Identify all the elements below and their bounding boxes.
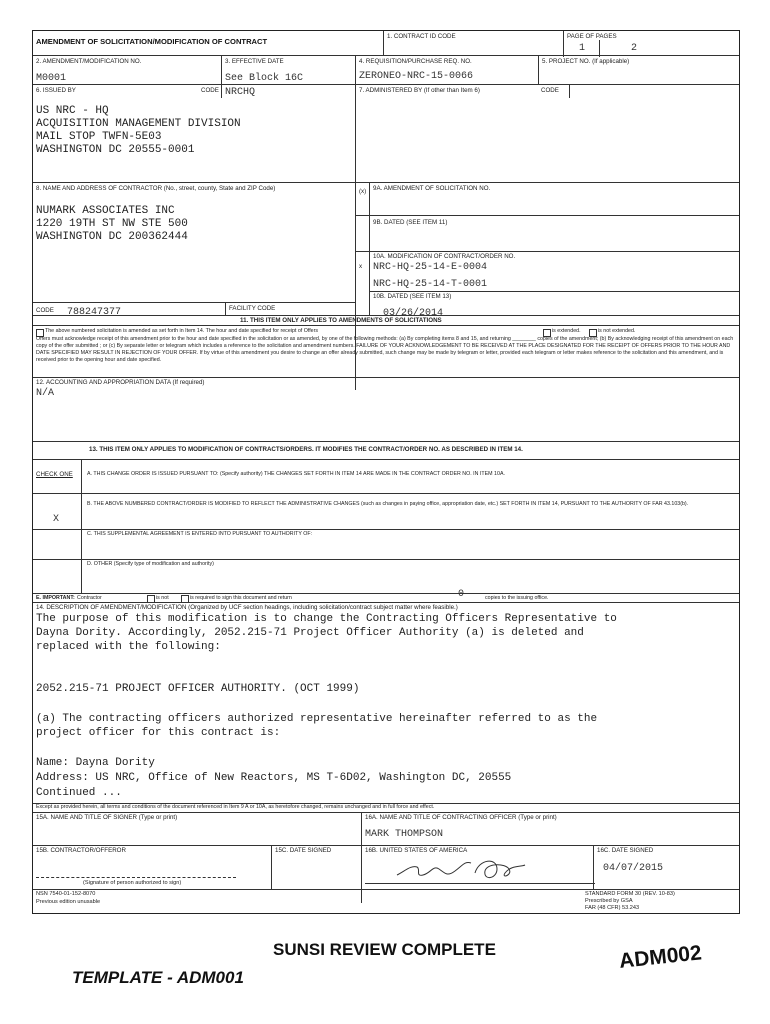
item16c-label: 16C. DATE SIGNED: [597, 847, 654, 854]
sf30-label: STANDARD FORM 30 (REV. 10-83): [585, 891, 675, 897]
item14-line-10: Name: Dayna Dority: [36, 757, 155, 769]
item6-code-label: CODE: [201, 87, 219, 94]
item6-address-1: US NRC - HQ: [36, 105, 109, 117]
item15c-label: 15C. DATE SIGNED: [275, 847, 332, 854]
item8-address-2: 1220 19TH ST NW STE 500: [36, 218, 188, 230]
item3-label: 3. EFFECTIVE DATE: [225, 58, 284, 65]
item14-line-2: Dayna Dority. Accordingly, 2052.215-71 Project Officer Authority (a) is deleted and: [36, 627, 584, 639]
item13-heading: 13. THIS ITEM ONLY APPLIES TO MODIFICATION OF CONTRACTS/ORDERS. IT MODIFIES THE CONTRACT/ORDER NO. AS DESCRIBED IN ITEM 14.: [89, 446, 523, 453]
footer-note: Except as provided herein, all terms and conditions of the document referenced in Item 9 A or 10A, as heretofore changed, remains unchanged and in full force and effect.: [36, 804, 435, 810]
previous-edition: Previous edition unusable: [36, 899, 101, 905]
item10b-label: 10B. DATED (SEE ITEM 13): [373, 293, 452, 300]
item16b-label: 16B. UNITED STATES OF AMERICA: [365, 847, 468, 854]
item1-label: 1. CONTRACT ID CODE: [387, 33, 456, 40]
item12-value: N/A: [36, 388, 55, 399]
not-extended-label: is not extended.: [598, 328, 636, 334]
col-x-label: (x): [359, 188, 367, 195]
page-total: 2: [631, 43, 638, 54]
item6-address-3: MAIL STOP TWFN-5E03: [36, 131, 162, 143]
item8-code-label: CODE: [36, 307, 54, 314]
item9a-label: 9A. AMENDMENT OF SOLICITATION NO.: [373, 185, 491, 192]
is-required-label: is required to sign this document and return: [190, 595, 292, 601]
is-not-label: is not: [156, 595, 169, 601]
important-label: E. IMPORTANT:: [36, 595, 75, 601]
item3-value: See Block 16C: [225, 73, 304, 84]
item2-label: 2. AMENDMENT/MODIFICATION NO.: [36, 58, 142, 65]
item8-code: 788247377: [67, 307, 122, 318]
item14-line-5: 2052.215-71 PROJECT OFFICER AUTHORITY. (OCT 1999): [36, 683, 360, 695]
check-one-label: CHECK ONE: [36, 471, 73, 478]
item11-paragraph: Offers must acknowledge receipt of this amendment prior to the hour and date specified in the solicitation or as amended, by one of the following methods: (a) By completing items 8 and 15, and returning ________ copies of the amendment; (b) By acknowledging receipt of this amendment on each copy of the offer submitted ; or (c) By separate letter or telegram which includes a reference to the solicitation and amendment numbers. FAILURE OF YOUR ACKNOWLEDGEMENT TO BE RECEIVED AT THE PLACE DESIGNATED FOR THE RECEIPT OF OFFERS PRIOR TO THE HOUR AND DATE SPECIFIED MAY RESULT IN REJECTION OF YOUR OFFER. If by virtue of this amendment you desire to change an offer already submitted, such change may be made by telegram or letter, provided each telegram or letter makes reference to the solicitation and this amendment, and is received prior to the opening hour and date specified.: [36, 336, 734, 363]
template-stamp: TEMPLATE - ADM001: [72, 968, 244, 987]
item14-line-12: Continued ...: [36, 787, 122, 799]
item8-facility-label: FACILITY CODE: [229, 305, 276, 312]
item14-line-7: (a) The contracting officers authorized representative hereinafter referred to as the: [36, 713, 598, 725]
item7-label: 7. ADMINISTERED BY (If other than Item 6): [359, 87, 480, 94]
item11-line1: The above numbered solicitation is amended as set forth in Item 14. The hour and date specified for receipt of Offers: [45, 328, 319, 334]
item6-code: NRCHQ: [225, 87, 256, 98]
item15a-label: 15A. NAME AND TITLE OF SIGNER (Type or print): [36, 814, 178, 821]
item12-label: 12. ACCOUNTING AND APPROPRIATION DATA (If required): [36, 379, 205, 386]
item13-a: A. THIS CHANGE ORDER IS ISSUED PURSUANT TO: (Specify authority) THE CHANGES SET FORTH IN ITEM 14 ARE MADE IN THE CONTRACT ORDER NO. IN ITEM 10A.: [87, 471, 505, 477]
item13-b-mark: X: [53, 514, 60, 525]
item10a-value-2: NRC-HQ-25-14-T-0001: [373, 279, 488, 290]
item14-line-1: The purpose of this modification is to change the Contracting Officers Representative to: [36, 613, 617, 625]
item13-c: C. THIS SUPPLEMENTAL AGREEMENT IS ENTERED INTO PURSUANT TO AUTHORITY OF:: [87, 531, 313, 537]
item13-b: B. THE ABOVE NUMBERED CONTRACT/ORDER IS MODIFIED TO REFLECT THE ADMINISTRATIVE CHANGES (such as changes in paying office, appropriation date, etc.) SET FORTH IN ITEM 14, PURSUANT TO THE AUTHORITY OF FAR 43.103(b).: [87, 501, 689, 507]
item6-address-4: WASHINGTON DC 20555-0001: [36, 144, 195, 156]
pages-label: PAGE OF PAGES: [567, 33, 617, 40]
far-cite: FAR (48 CFR) 53.243: [585, 905, 640, 911]
adm-stamp: ADM002: [618, 941, 703, 973]
nsn-line: NSN 7540-01-152-8070: [36, 891, 96, 897]
important-contractor: Contractor: [77, 595, 102, 601]
item4-label: 4. REQUISITION/PURCHASE REQ. NO.: [359, 58, 472, 65]
item14-line-3: replaced with the following:: [36, 641, 221, 653]
item9b-label: 9B. DATED (SEE ITEM 11): [373, 219, 448, 226]
copies-count: 0: [458, 589, 465, 600]
item13-d: D. OTHER (Specify type of modification and authority): [87, 561, 214, 567]
item16c-value: 04/07/2015: [603, 863, 664, 874]
item4-value: ZERONEO-NRC-15-0066: [359, 71, 474, 82]
item7-code-label: CODE: [541, 87, 559, 94]
item2-value: M0001: [36, 73, 67, 84]
item8-label: 8. NAME AND ADDRESS OF CONTRACTOR (No., street, county, State and ZIP Code): [36, 185, 276, 192]
item11-heading: 11. THIS ITEM ONLY APPLIES TO AMENDMENTS OF SOLICITATIONS: [240, 317, 442, 324]
item14-line-11: Address: US NRC, Office of New Reactors, MS T-6D02, Washington DC, 20555: [36, 772, 512, 784]
form-title: AMENDMENT OF SOLICITATION/MODIFICATION OF CONTRACT: [36, 37, 268, 46]
item8-address-3: WASHINGTON DC 200362444: [36, 231, 188, 243]
item8-address-1: NUMARK ASSOCIATES INC: [36, 205, 175, 217]
item10b-value: 03/26/2014: [383, 308, 444, 319]
item10a-label: 10A. MODIFICATION OF CONTRACT/ORDER NO.: [373, 253, 516, 260]
item10a-value-1: NRC-HQ-25-14-E-0004: [373, 262, 488, 273]
item10a-mark: x: [359, 263, 363, 270]
page-number: 1: [579, 43, 586, 54]
sf30-form: [32, 30, 740, 914]
extended-label: is extended.: [552, 328, 581, 334]
contracting-officer-signature: [393, 853, 553, 883]
item16a-label: 16A. NAME AND TITLE OF CONTRACTING OFFICER (Type or print): [365, 814, 557, 821]
prescribed-gsa: Prescribed by GSA: [585, 898, 633, 904]
item16a-value: MARK THOMPSON: [365, 829, 444, 840]
item6-address-2: ACQUISITION MANAGEMENT DIVISION: [36, 118, 241, 130]
item6-label: 6. ISSUED BY: [36, 87, 76, 94]
item5-label: 5. PROJECT NO. (If applicable): [542, 58, 630, 65]
item15b-label: 15B. CONTRACTOR/OFFEROR: [36, 847, 126, 854]
copies-text: copies to the issuing office.: [485, 595, 549, 601]
item15b-sig-label: (Signature of person authorized to sign): [83, 880, 182, 886]
item14-line-8: project officer for this contract is:: [36, 727, 281, 739]
sunsi-stamp: SUNSI REVIEW COMPLETE: [273, 940, 496, 959]
item14-label: 14. DESCRIPTION OF AMENDMENT/MODIFICATION (Organized by UCF section headings, including solicitation/contract subject matter where feasible.): [36, 604, 458, 611]
